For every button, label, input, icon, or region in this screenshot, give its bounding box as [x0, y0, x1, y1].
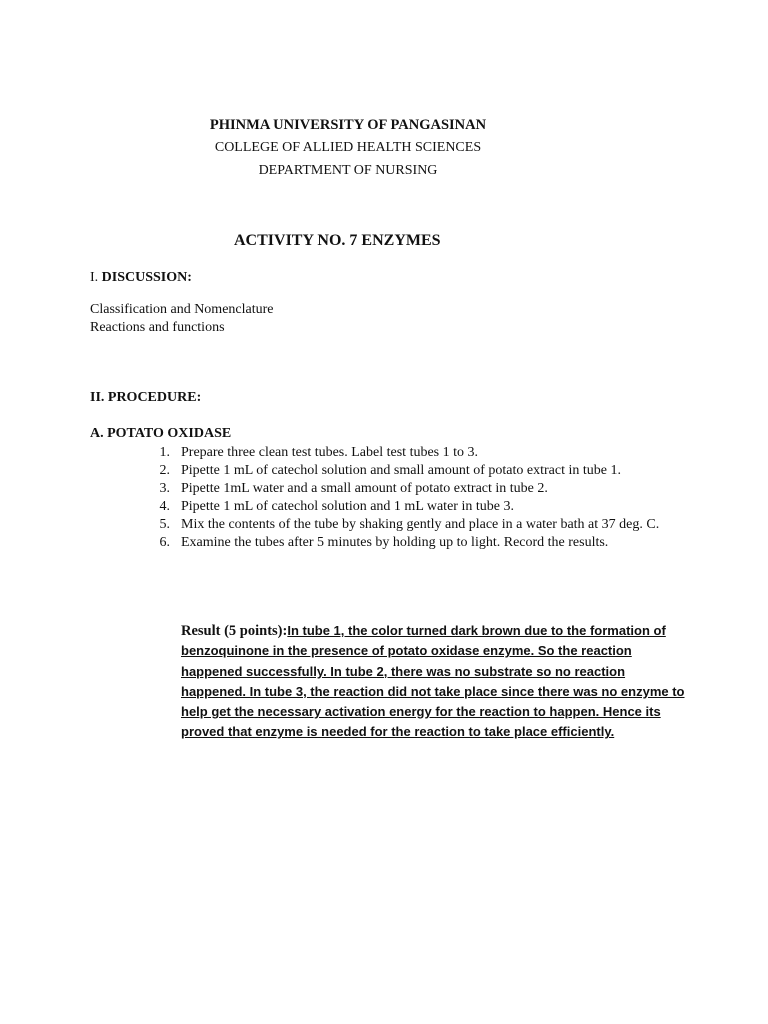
step-text: Pipette 1 mL of catechol solution and small amount of potato extract in tube 1.: [181, 463, 621, 478]
result-section: [181, 621, 686, 743]
result-answer: In tube 1, the color turned dark brown due to the formation of benzoquinone in the presence of potato oxidase enzyme. So the reaction happened successfully. In tube 2, there was no substrate so no reaction happened. In tube 3, the reaction did not take place since there was no enzyme to help get the necessary activation energy for the reaction to happen. Hence its proved that enzyme is needed for the reaction to take place efficiently.: [181, 623, 685, 740]
department-name: DEPARTMENT OF NURSING: [258, 163, 438, 178]
step-text: Pipette 1 mL of catechol solution and 1 mL water in tube 3.: [181, 499, 514, 514]
discussion-topic-1: Classification and Nomenclature: [90, 302, 274, 317]
university-name: PHINMA UNIVERSITY OF PANGASINAN: [209, 117, 487, 133]
step-number: 2.: [159, 463, 170, 478]
step-text: Mix the contents of the tube by shaking gently and place in a water bath at 37 deg. C.: [181, 517, 660, 532]
discussion-heading: [90, 270, 192, 286]
procedure-step: [150, 534, 670, 552]
procedure-subheading: A. POTATO OXIDASE: [90, 426, 232, 441]
procedure-step: [150, 498, 670, 516]
step-number: 5.: [159, 517, 170, 532]
activity-title: ACTIVITY NO. 7 ENZYMES: [234, 232, 441, 249]
result-label: Result (5 points):: [181, 623, 288, 639]
discussion-number: I.: [90, 270, 99, 285]
procedure-step: [150, 444, 670, 462]
step-number: 3.: [159, 481, 170, 496]
procedure-step: [150, 516, 670, 534]
discussion-topic-2: Reactions and functions: [90, 320, 225, 335]
step-text: Examine the tubes after 5 minutes by holding up to light. Record the results.: [181, 535, 609, 550]
college-name: COLLEGE OF ALLIED HEALTH SCIENCES: [214, 140, 482, 155]
step-text: Pipette 1mL water and a small amount of potato extract in tube 2.: [181, 481, 548, 496]
step-number: 4.: [159, 499, 170, 514]
procedure-step: [150, 462, 670, 480]
step-number: 6.: [159, 535, 170, 550]
step-number: 1.: [159, 445, 170, 460]
discussion-label: DISCUSSION:: [101, 270, 192, 285]
procedure-steps: [150, 444, 670, 552]
procedure-heading: II. PROCEDURE:: [90, 390, 202, 405]
procedure-step: [150, 480, 670, 498]
step-text: Prepare three clean test tubes. Label test tubes 1 to 3.: [181, 445, 479, 460]
